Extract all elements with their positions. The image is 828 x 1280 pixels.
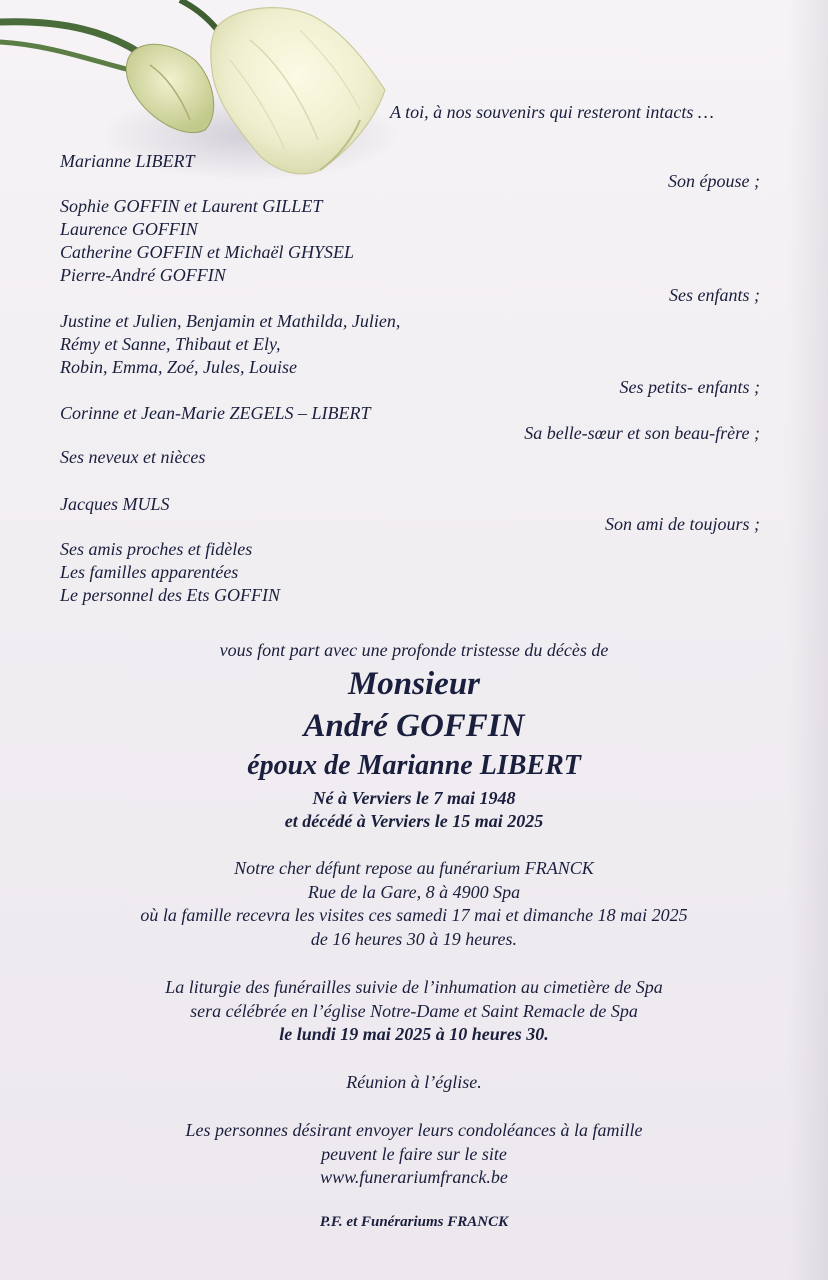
death-line: et décédé à Verviers le 15 mai 2025 (284, 811, 544, 831)
liturgy-paragraph (0, 976, 828, 1047)
family-name: Sophie GOFFIN et Laurent GILLET (60, 196, 323, 216)
family-group (60, 538, 760, 607)
visitation-line: Notre cher défunt repose au funérarium FRANCK (234, 858, 594, 878)
family-name: Robin, Emma, Zoé, Jules, Louise (60, 357, 297, 377)
family-role: Sa belle-sœur et son beau-frère ; (524, 423, 760, 443)
family-name: Corinne et Jean-Marie ZEGELS – LIBERT (60, 403, 371, 423)
family-group (60, 310, 760, 399)
announcement-intro: vous font part avec une profonde tristesse du décès de (219, 640, 609, 660)
family-name: Marianne LIBERT (60, 151, 195, 171)
family-group (60, 493, 760, 536)
liturgy-line: La liturgie des funérailles suivie de l’inhumation au cimetière de Spa (165, 977, 663, 997)
family-name: Pierre-André GOFFIN (60, 265, 226, 285)
family-name: Justine et Julien, Benjamin et Mathilda, Julien, (60, 311, 401, 331)
condolences-paragraph (0, 1119, 828, 1190)
epigraph: A toi, à nos souvenirs qui resteront intacts … (390, 102, 714, 122)
family-group (60, 446, 760, 469)
family-role: Ses enfants ; (669, 285, 760, 305)
family-name: Les familles apparentées (60, 562, 239, 582)
family-name: Ses amis proches et fidèles (60, 539, 253, 559)
visitation-line: Rue de la Gare, 8 à 4900 Spa (307, 881, 521, 902)
visitation-line: de 16 heures 30 à 19 heures. (310, 928, 518, 949)
funeral-home-signature: P.F. et Funérariums FRANCK (319, 1214, 509, 1230)
visitation-line: où la famille recevra les visites ces samedi 17 mai et dimanche 18 mai 2025 (140, 905, 688, 925)
family-group (60, 150, 760, 195)
liturgy-line: sera célébrée en l’église Notre-Dame et Saint Remacle de Spa (190, 1000, 638, 1021)
family-name: Ses neveux et nièces (60, 447, 206, 467)
family-name: Laurence GOFFIN (60, 219, 198, 239)
visitation-paragraph (0, 857, 828, 951)
family-name: Jacques MULS (60, 494, 170, 514)
family-name: Le personnel des Ets GOFFIN (60, 585, 280, 605)
family-list (60, 150, 760, 607)
liturgy-date: le lundi 19 mai 2025 à 10 heures 30. (279, 1024, 549, 1044)
deceased-title: Monsieur (347, 666, 481, 702)
family-role: Son épouse ; (668, 171, 760, 191)
family-name: Catherine GOFFIN et Michaël GHYSEL (60, 242, 354, 262)
family-group (60, 402, 760, 445)
family-role: Ses petits- enfants ; (619, 377, 760, 397)
condolences-line: peuvent le faire sur le site (321, 1143, 507, 1164)
deceased-name: André GOFFIN (303, 708, 525, 744)
birth-line: Né à Verviers le 7 mai 1948 (312, 788, 516, 808)
condolences-line: Les personnes désirant envoyer leurs condoléances à la famille (185, 1120, 643, 1140)
gathering-line: Réunion à l’église. (346, 1072, 482, 1092)
condolences-website: www.funerariumfranck.be (320, 1167, 508, 1187)
family-name: Rémy et Sanne, Thibaut et Ely, (60, 334, 281, 354)
deceased-spouse: époux de Marianne LIBERT (247, 750, 581, 781)
family-group (60, 195, 760, 307)
family-role: Son ami de toujours ; (605, 514, 760, 534)
